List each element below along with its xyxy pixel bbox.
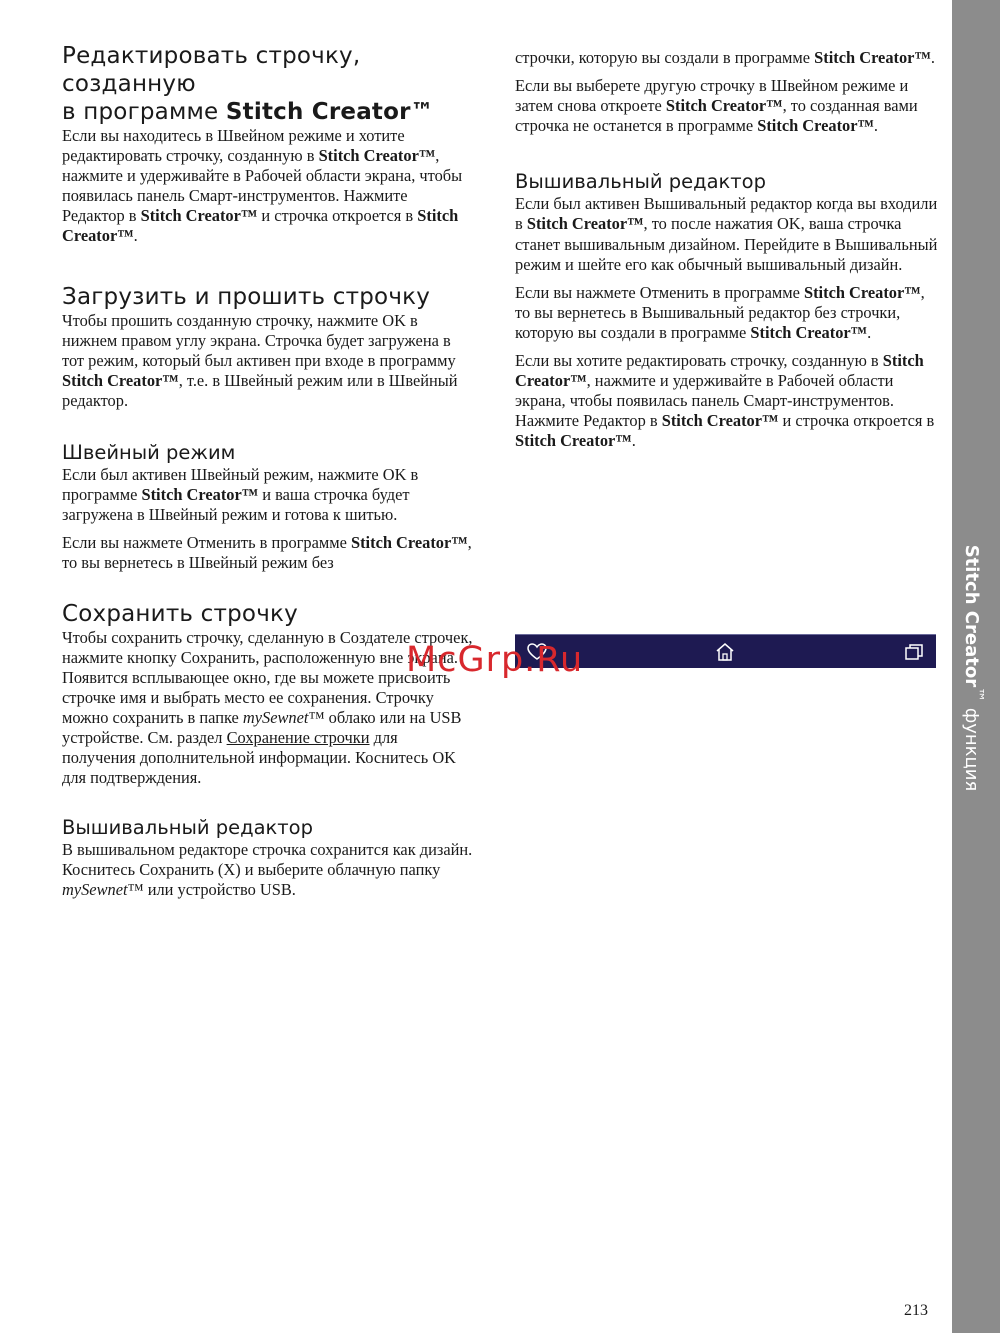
right-column [515, 48, 940, 460]
heading-embroidery-editor-right: Вышивальный редактор [515, 170, 766, 194]
heading-embroidery-editor: Вышивальный редактор [62, 816, 313, 840]
paragraph: Если вы находитесь в Швейном режиме и хотите редактировать строчку, созданную в Stitch Creator™, нажмите и удерживайте в Рабочей области экрана, чтобы появилась панель Смарт-инструментов. Нажмите Редактор в Stitch Creator™ и строчка откроется в Stitch Creator™. [62, 126, 463, 246]
page-number: 213 [904, 1302, 928, 1319]
heading-load-sew: Загрузить и прошить строчку [62, 283, 431, 310]
chapter-title: Stitch Creator™ функция [961, 544, 987, 792]
left-column [62, 42, 474, 909]
windows-icon[interactable] [903, 641, 925, 663]
heading-edit-stitch: Редактировать строчку, созданную в программе Stitch Creator™ [62, 43, 434, 125]
paragraph: строчки, которую вы создали в программе Stitch Creator™. [515, 48, 935, 67]
paragraph: Чтобы сохранить строчку, сделанную в Создателе строчек, нажмите кнопку Сохранить, расположенную вне экрана. Появится всплывающее окно, где вы можете присвоить строчке имя и выбрать место ее сохранения. Строчку можно сохранить в папке mySewnet™ облако или на USB устройстве. См. раздел Сохранение строчки для получения дополнительной информации. Коснитесь OK для подтверждения. [62, 627, 473, 788]
paragraph: В вышивальном редакторе строчка сохранится как дизайн. Коснитесь Сохранить (X) и выберите облачную папку mySewnet™ или устройство USB. [62, 840, 473, 900]
home-icon[interactable] [714, 641, 736, 663]
save-stitch-link[interactable]: Сохранение строчки [226, 727, 370, 747]
paragraph: Если вы выберете другую строчку в Швейном режиме и затем снова откроете Stitch Creator™, то созданная вами строчка не останется в программе Stitch Creator™. [515, 76, 918, 136]
paragraph: Если вы нажмете Отменить в программе Stitch Creator™, то вы вернетесь в Вышивальный редактор без строчки, которую вы создали в программе Stitch Creator™. [515, 282, 925, 342]
heading-save-stitch: Сохранить строчку [62, 600, 298, 627]
paragraph: Если вы хотите редактировать строчку, созданную в Stitch Creator™, нажмите и удерживайте в Рабочей области экрана, чтобы появилась панель Смарт-инструментов. Нажмите Редактор в Stitch Creator™ и строчка откроется в Stitch Creator™. [515, 351, 935, 451]
paragraph: Если был активен Швейный режим, нажмите OK в программе Stitch Creator™ и ваша строчка будет загружена в Швейный режим и готова к шитью. [62, 465, 419, 525]
heading-sewing-mode: Швейный режим [62, 441, 236, 465]
paragraph: Чтобы прошить созданную строчку, нажмите OK в нижнем правом углу экрана. Строчка будет загружена в тот режим, который был активен при входе в программу Stitch Creator™, т.е. в Швейный режим или в Швейный редактор. [62, 310, 458, 410]
paragraph: Если был активен Вышивальный редактор когда вы входили в Stitch Creator™, то после нажатия OK, ваша строчка станет вышивальным дизайном. Перейдите в Вышивальный режим и шейте его как обычный вышивальный дизайн. [515, 194, 938, 274]
watermark: McGrp.Ru [406, 640, 584, 680]
paragraph: Если вы нажмете Отменить в программе Stitch Creator™, то вы вернетесь в Швейный режим без [62, 533, 472, 573]
